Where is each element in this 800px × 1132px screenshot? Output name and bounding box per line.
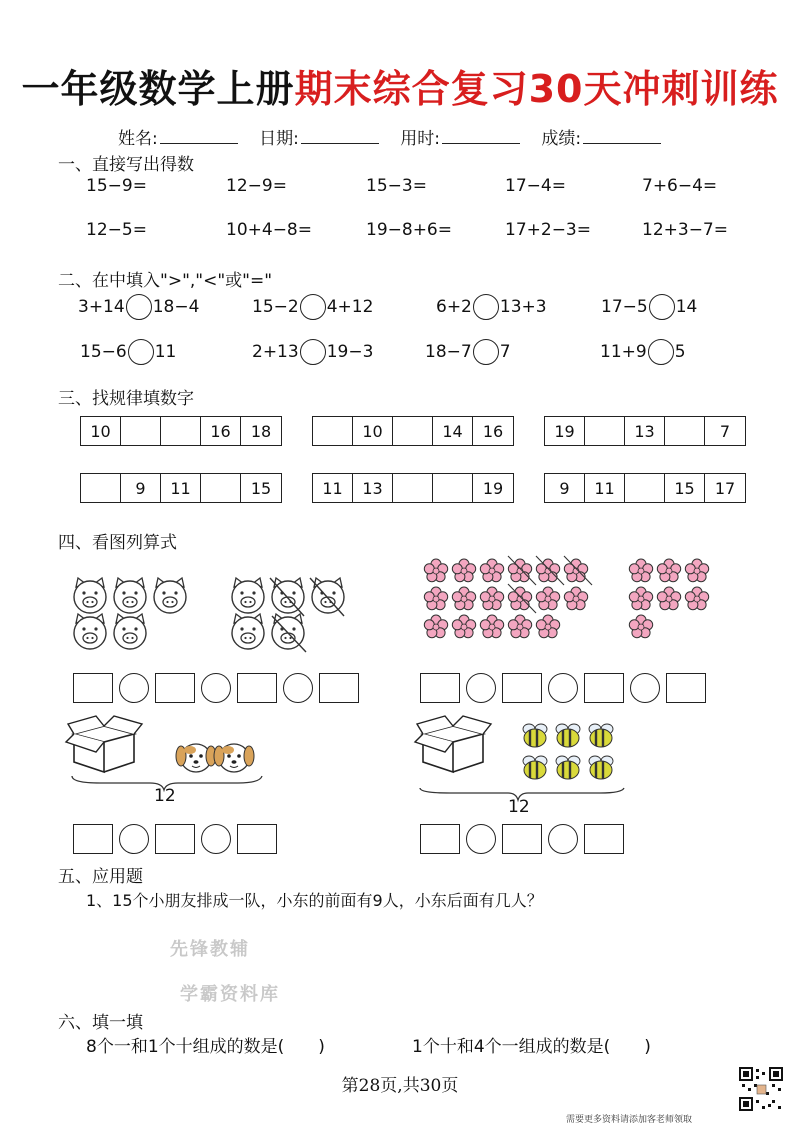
seq-cell[interactable]: 14 <box>433 417 473 445</box>
pig-picture <box>114 614 146 649</box>
compare-item: 3+14 18−4 <box>78 294 199 320</box>
fill-question: 1个十和4个一组成的数是( ) <box>412 1037 651 1057</box>
s1-problem: 12−5= <box>86 220 147 240</box>
pig-picture <box>74 614 106 649</box>
watermark-line2: 学霸资料库 <box>180 984 280 1005</box>
bee-picture <box>523 756 547 779</box>
number-box[interactable] <box>155 673 195 703</box>
bee-picture <box>556 724 580 747</box>
s1-problem: 12+3−7= <box>642 220 728 240</box>
score-label: 成绩: <box>541 129 582 149</box>
compare-item: 15−2 4+12 <box>252 294 373 320</box>
s1-problem: 19−8+6= <box>366 220 452 240</box>
seq-cell[interactable]: 10 <box>353 417 393 445</box>
bee-picture <box>589 756 613 779</box>
pig-picture <box>232 614 264 649</box>
seq-cell[interactable]: 19 <box>482 478 504 498</box>
seq-cell[interactable]: 16 <box>482 421 504 441</box>
seq-cell[interactable]: 10 <box>81 417 121 445</box>
seq-cell[interactable]: 18 <box>250 421 272 441</box>
pig-picture <box>312 578 344 613</box>
seq-cell[interactable]: 9 <box>545 474 585 502</box>
compare-item: 2+13 19−3 <box>252 339 373 365</box>
seq-cell[interactable]: 16 <box>201 417 241 445</box>
pig-picture <box>114 578 146 613</box>
word-problem: 1、15个小朋友排成一队，小东的前面有9人，小东后面有几人？ <box>86 891 543 910</box>
flower-group <box>629 559 708 638</box>
box-picture <box>415 716 491 772</box>
title-part2: 期末综合复习30天冲刺训练 <box>294 67 779 111</box>
s1-problem: 7+6−4= <box>642 176 718 196</box>
seq-cell[interactable]: 11 <box>585 474 625 502</box>
operator-circle[interactable] <box>201 673 231 703</box>
operator-circle[interactable] <box>630 673 660 703</box>
title-part1: 一年级数学上册 <box>21 67 295 111</box>
s1-problem: 12−9= <box>226 176 287 196</box>
seq-cell[interactable]: 11 <box>161 474 201 502</box>
flower-group <box>424 559 587 638</box>
number-box[interactable] <box>502 824 542 854</box>
section6-heading: 六、填一填 <box>58 1013 143 1033</box>
number-box[interactable] <box>155 824 195 854</box>
time-label: 用时: <box>400 129 441 149</box>
seq-cell[interactable]: 13 <box>353 474 393 502</box>
number-box[interactable] <box>502 673 542 703</box>
number-box[interactable] <box>666 673 706 703</box>
number-box[interactable] <box>237 673 277 703</box>
operator-circle[interactable] <box>548 673 578 703</box>
operator-circle[interactable] <box>119 824 149 854</box>
dog-picture <box>176 744 216 772</box>
pig-picture <box>272 614 304 649</box>
number-box[interactable] <box>73 824 113 854</box>
compare-item: 15−6 11 <box>80 339 176 365</box>
number-box[interactable] <box>584 673 624 703</box>
operator-circle[interactable] <box>119 673 149 703</box>
number-box[interactable] <box>420 673 460 703</box>
seq-cell[interactable]: 11 <box>313 474 353 502</box>
compare-item: 17−5 14 <box>601 294 697 320</box>
pig-picture <box>154 578 186 613</box>
compare-item: 11+9 5 <box>600 339 686 365</box>
s1-problem: 17−4= <box>505 176 566 196</box>
operator-circle[interactable] <box>466 673 496 703</box>
section3-heading: 三、找规律填数字 <box>58 389 194 409</box>
seq-cell[interactable]: 13 <box>625 417 665 445</box>
operator-circle[interactable] <box>201 824 231 854</box>
seq-cell[interactable]: 9 <box>121 474 161 502</box>
equation-blanks <box>420 673 706 703</box>
number-box[interactable] <box>73 673 113 703</box>
equation-blanks <box>73 824 277 854</box>
pig-picture <box>74 578 106 613</box>
operator-circle[interactable] <box>466 824 496 854</box>
bee-picture <box>589 724 613 747</box>
section1-heading: 一、直接写出得数 <box>58 155 194 175</box>
operator-circle[interactable] <box>548 824 578 854</box>
box-picture <box>66 716 142 772</box>
s1-problem: 15−9= <box>86 176 147 196</box>
pig-picture <box>232 578 264 613</box>
section2-heading: 二、在中填入">","<"或"=" <box>58 271 273 291</box>
number-box[interactable] <box>237 824 277 854</box>
footer-note: 需要更多资料请添加客老师领取 <box>566 1115 693 1125</box>
number-box[interactable] <box>420 824 460 854</box>
equation-blanks <box>420 824 624 854</box>
watermark-line1: 先锋教辅 <box>170 939 250 960</box>
seq-cell[interactable]: 15 <box>250 478 272 498</box>
bee-picture <box>523 724 547 747</box>
seq-cell[interactable]: 7 <box>719 421 731 441</box>
s1-problem: 10+4−8= <box>226 220 312 240</box>
compare-item: 18−7 7 <box>425 339 511 365</box>
total-label: 12 <box>508 797 530 817</box>
qr-code-icon <box>738 1066 784 1112</box>
dog-picture <box>214 744 254 772</box>
section4-heading: 四、看图列算式 <box>58 533 177 553</box>
s1-problem: 17+2−3= <box>505 220 591 240</box>
compare-item: 6+2 13+3 <box>436 294 547 320</box>
name-label: 姓名: <box>118 129 158 149</box>
seq-cell[interactable]: 15 <box>665 474 705 502</box>
seq-cell[interactable]: 17 <box>714 478 736 498</box>
fill-question: 8个一和1个十组成的数是( ) <box>86 1037 325 1057</box>
total-label: 12 <box>154 786 176 806</box>
s1-problem: 15−3= <box>366 176 427 196</box>
date-label: 日期: <box>259 129 299 149</box>
bee-picture <box>556 756 580 779</box>
number-box[interactable] <box>584 824 624 854</box>
seq-cell[interactable]: 19 <box>545 417 585 445</box>
equation-blanks <box>73 673 359 703</box>
section5-heading: 五、应用题 <box>58 867 143 887</box>
number-box[interactable] <box>319 673 359 703</box>
operator-circle[interactable] <box>283 673 313 703</box>
pig-picture <box>272 578 304 613</box>
page-number: 第28页,共30页 <box>341 1076 459 1096</box>
